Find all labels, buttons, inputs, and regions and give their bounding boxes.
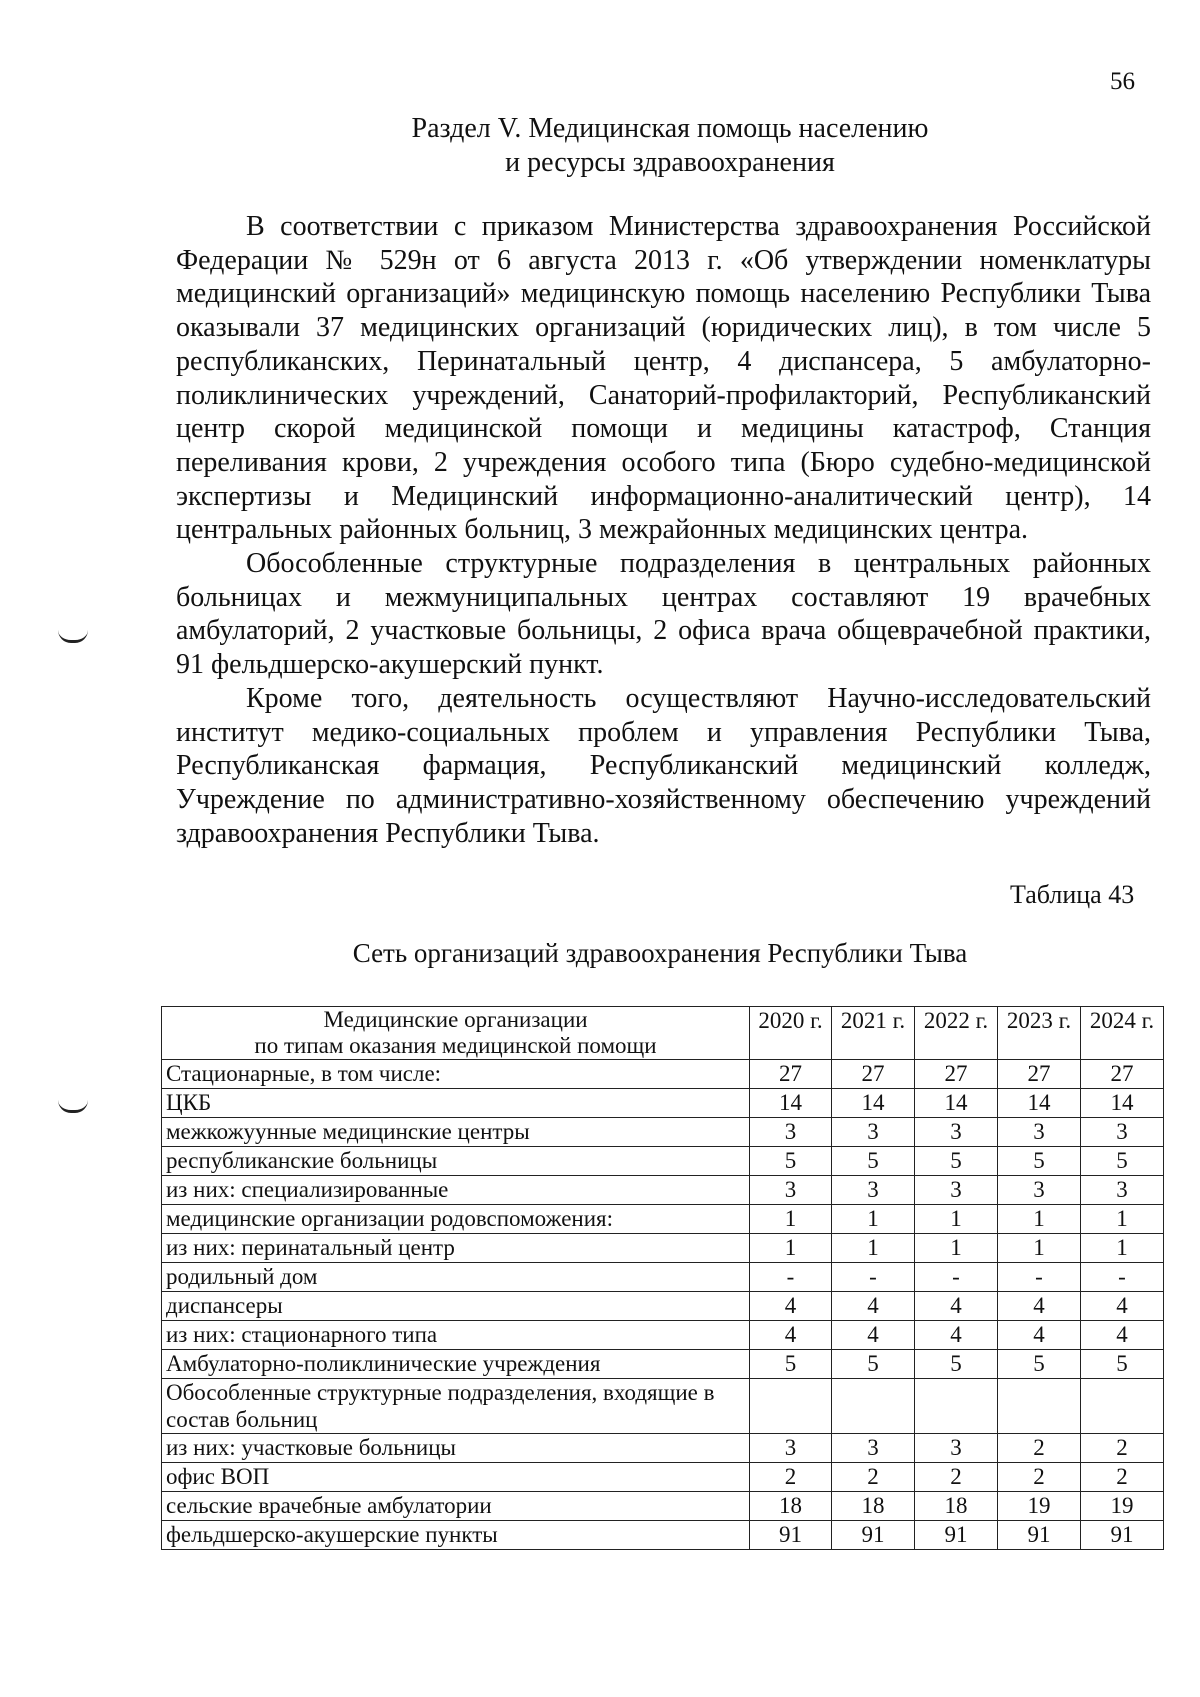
row-label: из них: стационарного типа: [162, 1321, 750, 1350]
table-row: [162, 1205, 1164, 1234]
row-label: медицинские организации родовспоможения:: [162, 1205, 750, 1234]
row-value: 18: [915, 1492, 998, 1521]
row-value: 14: [1081, 1089, 1164, 1118]
row-value: 91: [1081, 1521, 1164, 1550]
paragraph-1: В соответствии с приказом Министерства здравоохранения Российской Федерации № 529н от 6 августа 2013 г. «Об утверждении номенклатуры медицинский организаций» медицинскую помощь населению Республики Тыва оказывали 37 медицинских организаций (юридических лиц), в том числе 5 республиканских, Перинатальный центр, 4 диспансера, 5 амбулаторно-поликлинических учреждений, Санаторий-профилакторий, Республиканский центр скорой медицинской помощи и медицины катастроф, Станция переливания крови, 2 учреждения особого типа (Бюро судебно-медицинской экспертизы и Медицинский информационно-аналитический центр), 14 центральных районных больниц, 3 межрайонных медицинских центра.: [176, 211, 1151, 546]
row-value: 4: [750, 1292, 832, 1321]
header-year-2023: 2023 г.: [998, 1007, 1081, 1060]
row-value: 2: [915, 1463, 998, 1492]
row-value: 5: [998, 1147, 1081, 1176]
table-row: [162, 1321, 1164, 1350]
row-value: 3: [750, 1434, 832, 1463]
header-year-2022: 2022 г.: [915, 1007, 998, 1060]
header-org-line-1: Медицинские организации: [323, 1007, 588, 1032]
row-value: 4: [1081, 1321, 1164, 1350]
row-value: 3: [998, 1176, 1081, 1205]
table-row: [162, 1434, 1164, 1463]
row-value: 4: [1081, 1292, 1164, 1321]
row-value: 5: [832, 1147, 915, 1176]
row-label: родильный дом: [162, 1263, 750, 1292]
row-value: 14: [832, 1089, 915, 1118]
row-value: 14: [750, 1089, 832, 1118]
table-row: [162, 1089, 1164, 1118]
row-value: 5: [750, 1147, 832, 1176]
row-value: 91: [998, 1521, 1081, 1550]
row-value: 3: [832, 1434, 915, 1463]
table-row: [162, 1463, 1164, 1492]
page-number: 56: [1110, 68, 1135, 95]
table-row: [162, 1350, 1164, 1379]
row-value: 27: [998, 1060, 1081, 1089]
row-value: 2: [750, 1463, 832, 1492]
table-row: [162, 1492, 1164, 1521]
row-value: 1: [998, 1205, 1081, 1234]
paragraph-3: Кроме того, деятельность осуществляют Научно-исследовательский институт медико-социальных проблем и управления Республики Тыва, Республиканская фармация, Республиканский медицинский колледж, Учреждение по административно-хозяйственному обеспечению учреждений здравоохранения Республики Тыва.: [176, 682, 1151, 849]
section-title: [170, 112, 1170, 180]
row-value: -: [1081, 1263, 1164, 1292]
row-value: 5: [832, 1350, 915, 1379]
row-value: 27: [915, 1060, 998, 1089]
row-label: фельдшерско-акушерские пункты: [162, 1521, 750, 1550]
row-label: из них: специализированные: [162, 1176, 750, 1205]
row-value: -: [998, 1263, 1081, 1292]
healthcare-network-table: [161, 1006, 1164, 1550]
row-value: 91: [750, 1521, 832, 1550]
row-value: [915, 1379, 998, 1434]
row-label: ЦКБ: [162, 1089, 750, 1118]
section-title-line-2: и ресурсы здравоохранения: [505, 147, 835, 178]
row-value: [1081, 1379, 1164, 1434]
table-header-row: [162, 1007, 1164, 1060]
row-value: 3: [832, 1118, 915, 1147]
row-value: 1: [750, 1205, 832, 1234]
row-value: 5: [750, 1350, 832, 1379]
row-value: [750, 1379, 832, 1434]
row-value: 27: [832, 1060, 915, 1089]
table-row: [162, 1176, 1164, 1205]
row-value: 1: [1081, 1205, 1164, 1234]
row-value: 4: [832, 1321, 915, 1350]
table-row: [162, 1263, 1164, 1292]
table-row: [162, 1147, 1164, 1176]
row-value: 1: [750, 1234, 832, 1263]
row-label: из них: перинатальный центр: [162, 1234, 750, 1263]
table-caption: Таблица 43: [1010, 880, 1135, 909]
row-value: -: [750, 1263, 832, 1292]
row-value: 3: [832, 1176, 915, 1205]
row-value: 3: [750, 1118, 832, 1147]
row-label: Амбулаторно-поликлинические учреждения: [162, 1350, 750, 1379]
row-value: 27: [1081, 1060, 1164, 1089]
row-value: -: [915, 1263, 998, 1292]
table-row: [162, 1234, 1164, 1263]
row-value: 1: [832, 1205, 915, 1234]
row-value: 1: [998, 1234, 1081, 1263]
row-value: 5: [998, 1350, 1081, 1379]
row-value: 2: [1081, 1463, 1164, 1492]
row-value: 4: [998, 1321, 1081, 1350]
row-value: 1: [915, 1205, 998, 1234]
header-organizations: [162, 1007, 750, 1060]
row-value: 91: [832, 1521, 915, 1550]
table-body: [162, 1060, 1164, 1550]
scan-mark-bottom: [58, 1100, 88, 1113]
row-value: 5: [1081, 1147, 1164, 1176]
row-value: 3: [750, 1176, 832, 1205]
header-year-2024: 2024 г.: [1081, 1007, 1164, 1060]
row-value: 27: [750, 1060, 832, 1089]
row-value: 19: [1081, 1492, 1164, 1521]
row-value: 4: [750, 1321, 832, 1350]
row-value: 4: [998, 1292, 1081, 1321]
header-year-2020: 2020 г.: [750, 1007, 832, 1060]
row-value: 4: [915, 1292, 998, 1321]
row-value: 4: [832, 1292, 915, 1321]
body-text: [176, 210, 1151, 850]
table-row: [162, 1521, 1164, 1550]
row-value: 18: [750, 1492, 832, 1521]
row-value: 18: [832, 1492, 915, 1521]
row-value: 91: [915, 1521, 998, 1550]
header-year-2021: 2021 г.: [832, 1007, 915, 1060]
row-value: 2: [998, 1463, 1081, 1492]
row-label: офис ВОП: [162, 1463, 750, 1492]
row-value: 3: [1081, 1118, 1164, 1147]
row-value: 4: [915, 1321, 998, 1350]
row-value: 14: [998, 1089, 1081, 1118]
table-row: [162, 1118, 1164, 1147]
scan-mark-top: [58, 630, 88, 643]
row-value: 5: [1081, 1350, 1164, 1379]
paragraph-2: Обособленные структурные подразделения в центральных районных больницах и межмуниципальных центрах составляют 19 врачебных амбулаторий, 2 участковые больницы, 2 офиса врача общеврачебной практики, 91 фельдшерско-акушерский пункт.: [176, 548, 1151, 681]
row-value: 1: [1081, 1234, 1164, 1263]
row-value: 2: [998, 1434, 1081, 1463]
row-label: межкожуунные медицинские центры: [162, 1118, 750, 1147]
row-value: 2: [1081, 1434, 1164, 1463]
table-row: [162, 1060, 1164, 1089]
row-label: Стационарные, в том числе:: [162, 1060, 750, 1089]
row-value: 1: [832, 1234, 915, 1263]
row-value: 1: [915, 1234, 998, 1263]
row-value: [998, 1379, 1081, 1434]
row-value: 5: [915, 1147, 998, 1176]
row-value: [832, 1379, 915, 1434]
row-value: 19: [998, 1492, 1081, 1521]
table-row: [162, 1292, 1164, 1321]
row-value: -: [832, 1263, 915, 1292]
row-value: 3: [915, 1176, 998, 1205]
row-value: 14: [915, 1089, 998, 1118]
section-title-line-1: Раздел V. Медицинская помощь населению: [411, 113, 929, 144]
row-value: 5: [915, 1350, 998, 1379]
row-label: сельские врачебные амбулатории: [162, 1492, 750, 1521]
row-label: Обособленные структурные подразделения, входящие в состав больниц: [162, 1379, 750, 1434]
row-label: из них: участковые больницы: [162, 1434, 750, 1463]
row-value: 3: [998, 1118, 1081, 1147]
row-label: диспансеры: [162, 1292, 750, 1321]
table-title: Сеть организаций здравоохранения Республики Тыва: [352, 938, 968, 968]
row-value: 3: [915, 1118, 998, 1147]
table-row: [162, 1379, 1164, 1434]
row-value: 3: [1081, 1176, 1164, 1205]
row-label: республиканские больницы: [162, 1147, 750, 1176]
row-value: 3: [915, 1434, 998, 1463]
header-org-line-2: по типам оказания медицинской помощи: [254, 1033, 657, 1058]
row-value: 2: [832, 1463, 915, 1492]
